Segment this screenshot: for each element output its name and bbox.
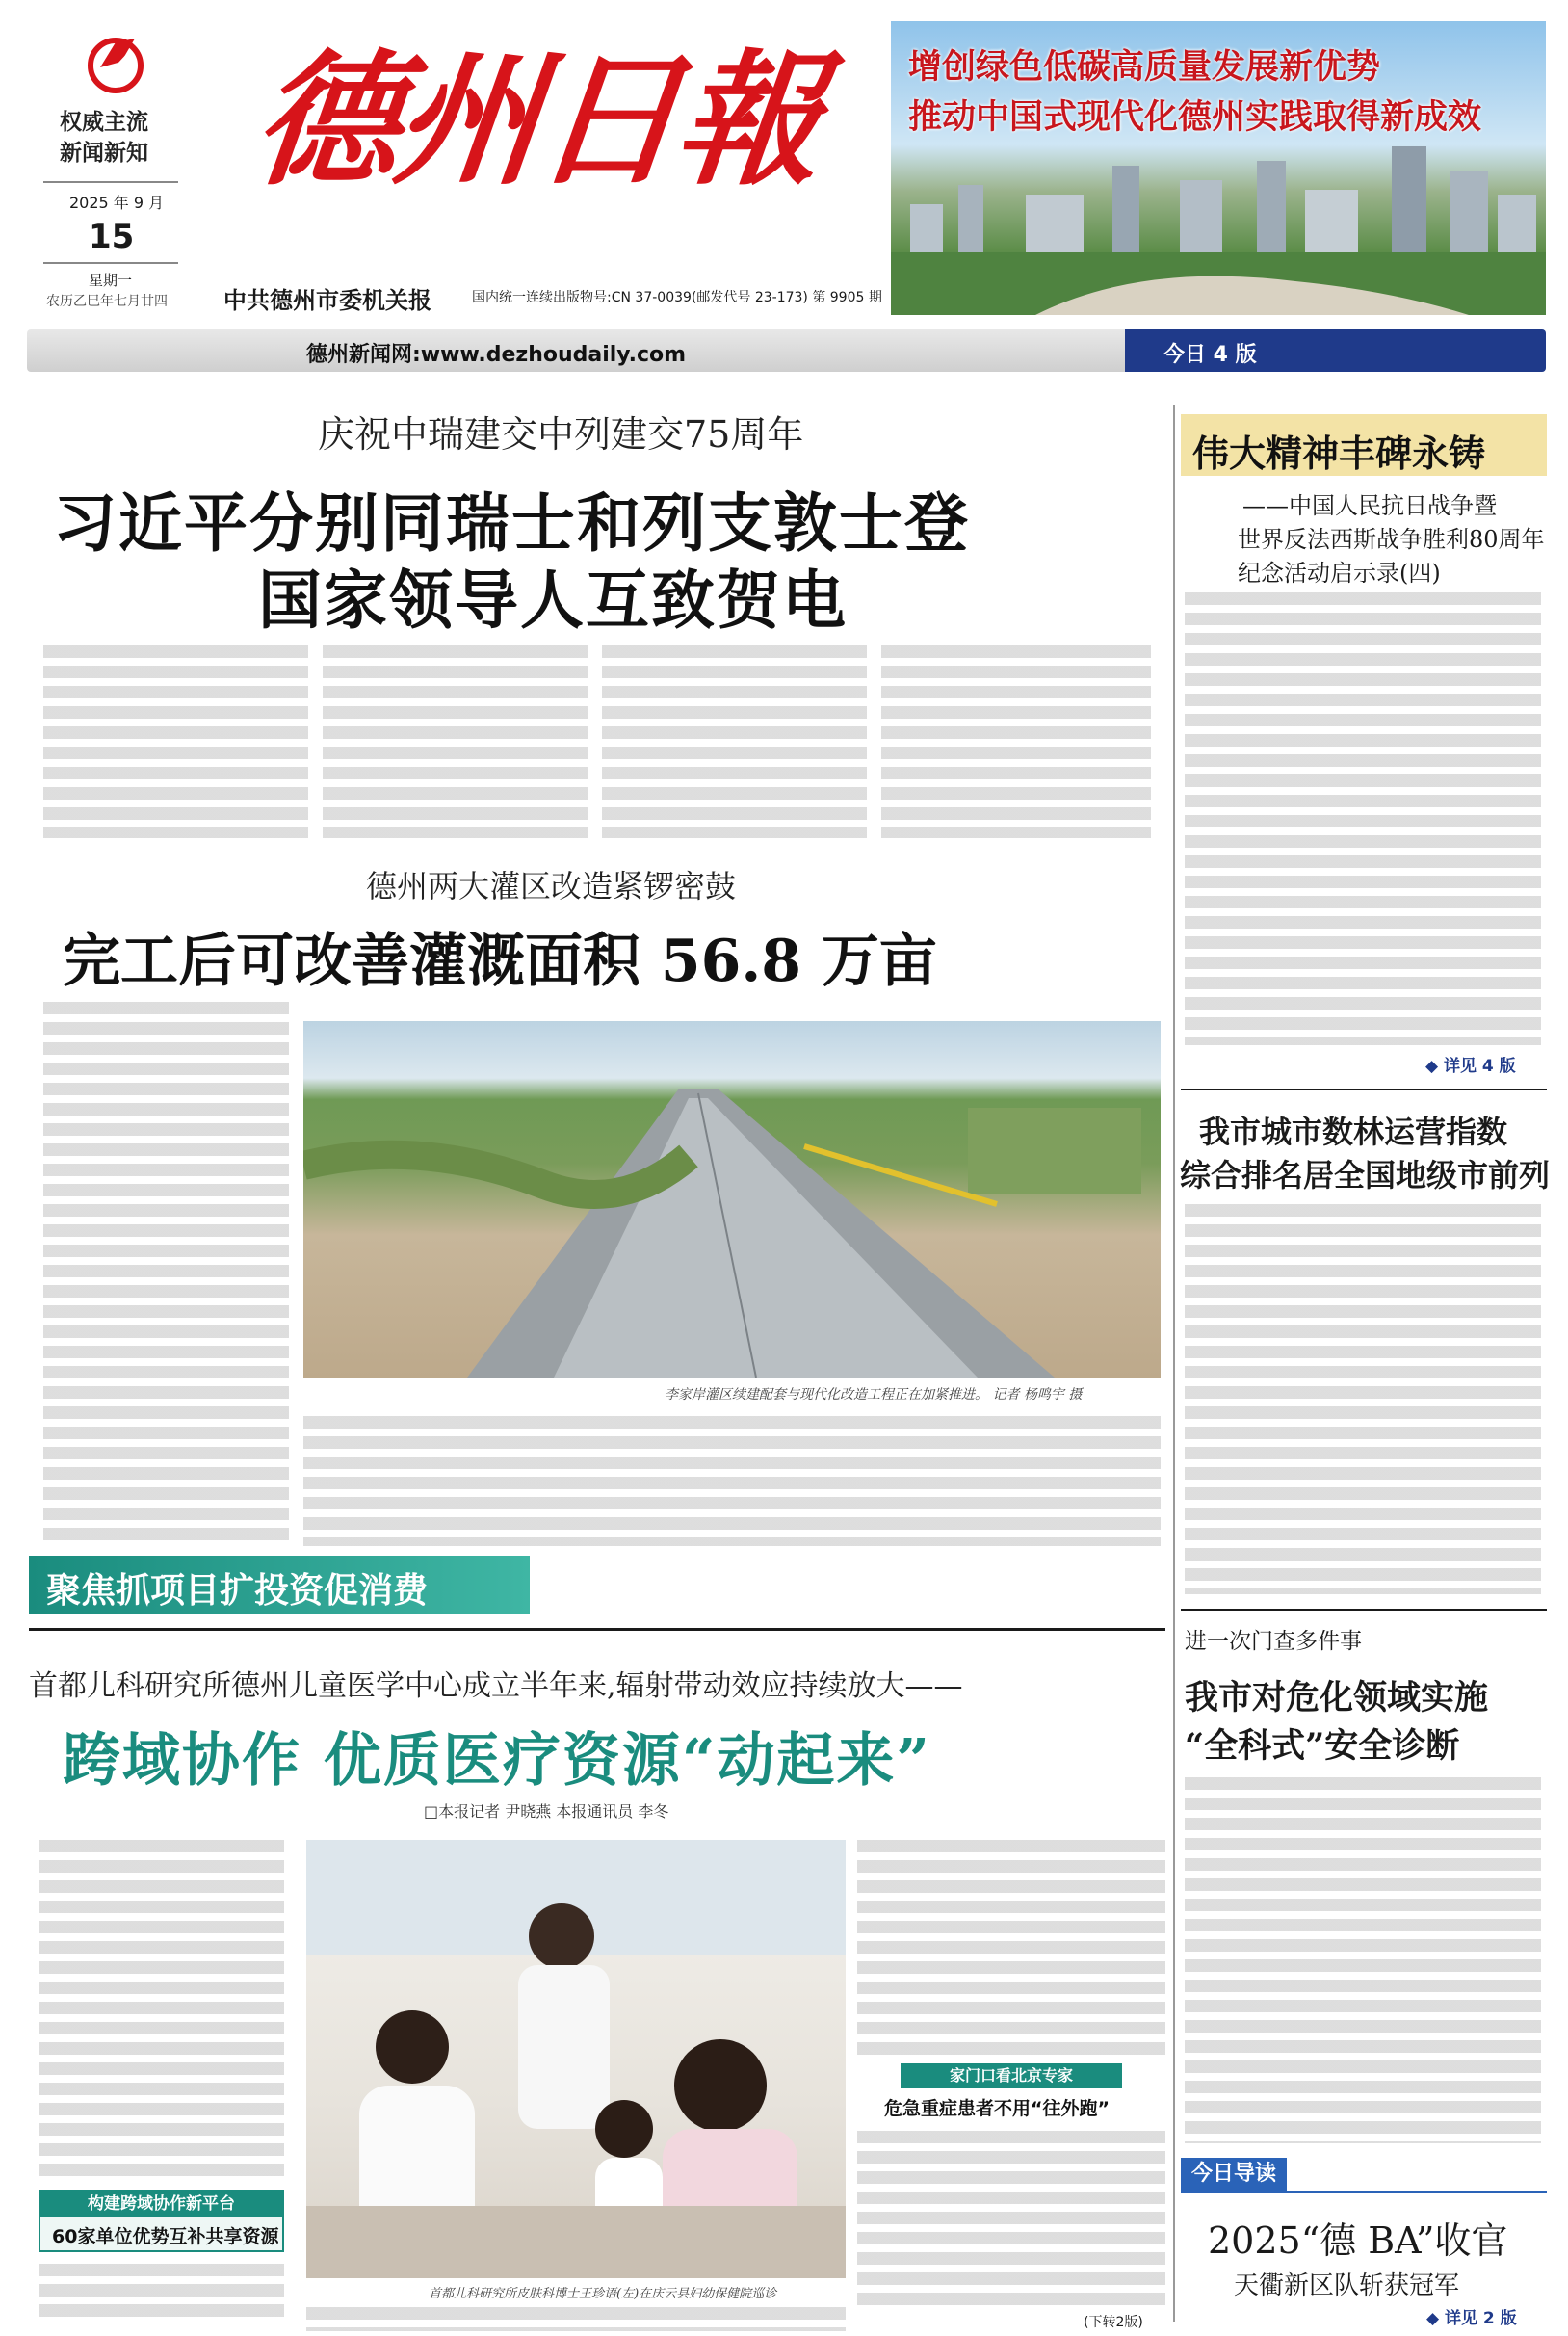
irrigation-photo-caption: 李家岸灌区续建配套与现代化改造工程正在加紧推进。 记者 杨鸣宇 摄: [665, 1387, 1083, 1403]
lead-story-body: [43, 645, 1165, 838]
text-column-placeholder: [881, 645, 1151, 838]
sidebar-spirit-header: [1181, 414, 1547, 476]
spirit-subtitle-3: 纪念活动启示录(四): [1238, 560, 1441, 587]
slogan-line1: 权威主流: [60, 110, 148, 135]
medical-byline: □本报记者 尹晓燕 本报通讯员 李冬: [424, 1802, 669, 1821]
medical-right-body-lower: [857, 2131, 1165, 2309]
banner-line2: 推动中国式现代化德州实践取得新成效: [908, 97, 1482, 137]
masthead: [0, 0, 1568, 328]
safety-kicker: 进一次门查多件事: [1185, 1629, 1362, 1654]
focus-banner: [29, 1556, 530, 1614]
spirit-subtitle-2: 世界反法西斯战争胜利80周年: [1238, 526, 1545, 553]
medical-photo: [306, 1840, 846, 2278]
irrigation-headline: 完工后可改善灌溉面积 56.8 万亩: [63, 928, 937, 995]
medical-box-title: 危急重症患者不用“往外跑”: [884, 2098, 1110, 2119]
website-bar: [27, 329, 1546, 372]
text-column-placeholder: [602, 645, 867, 838]
slogan-line2: 新闻新知: [60, 141, 148, 166]
digital-body: [1185, 1204, 1541, 1594]
divider: [43, 262, 178, 264]
medical-kicker: 首都儿科研究所德州儿童医学中心成立半年来,辐射带动效应持续放大——: [29, 1669, 963, 1703]
organ-name: 中共德州市委机关报: [223, 286, 431, 314]
irrigation-kicker: 德州两大灌区改造紧锣密鼓: [366, 868, 737, 905]
continued-note: (下转2版): [1084, 2315, 1143, 2330]
divider: [1181, 2191, 1547, 2193]
pages-tab: [1125, 329, 1546, 372]
spirit-body: [1185, 592, 1541, 1045]
focus-banner-text: 聚焦抓项目扩投资促消费: [46, 1570, 429, 1611]
spirit-subtitle-1: ——中国人民抗日战争暨: [1242, 492, 1497, 519]
medical-subhead-box: [39, 2190, 284, 2252]
newspaper-logo-icon: [77, 29, 154, 96]
safety-body: [1185, 1777, 1541, 2143]
canal-construction-image: [303, 1021, 1161, 1378]
today-guide-subhead: 天衢新区队斩获冠军: [1234, 2271, 1460, 2300]
medical-right-body: [857, 1840, 1165, 2057]
medical-headline: 跨域协作 优质医疗资源“动起来”: [63, 1727, 931, 1795]
today-guide-see-more[interactable]: [1426, 2304, 1517, 2328]
today-guide: [1181, 2158, 1547, 2331]
divider: [1181, 1089, 1547, 1090]
lunar-date: 农历乙巳年七月廿四: [46, 294, 168, 309]
spirit-headline: 伟大精神丰碑永铸: [1192, 432, 1486, 475]
banner-photo: [891, 21, 1546, 315]
medical-mid-body: [306, 2307, 846, 2331]
text-column-placeholder: [323, 645, 588, 838]
lead-headline-line2: 国家领导人互致贺电: [258, 563, 848, 638]
arrow-icon: ◆: [1425, 1057, 1439, 1076]
medical-subhead: 60家单位优势互补共享资源: [52, 2226, 279, 2247]
lead-headline-line1: 习近平分别同瑞士和列支敦士登: [53, 486, 970, 561]
irrigation-body-columns: [303, 1416, 1161, 1546]
text-column-placeholder: [43, 645, 308, 838]
issue-date: 2025 年 9 月: [69, 194, 165, 212]
irrigation-left-body: [43, 1002, 289, 1541]
newspaper-title: 德州日報: [246, 36, 827, 205]
medical-photo-caption: 首都儿科研究所皮肤科博士王珍语(左)在庆云县妇幼保健院巡诊: [429, 2287, 777, 2301]
spirit-see-more-label: 详见 4 版: [1444, 1057, 1516, 1076]
medical-left-body-lower: [39, 2264, 284, 2322]
digital-headline-2: 综合排名居全国地级市前列: [1180, 1157, 1551, 1194]
spirit-see-more[interactable]: [1425, 1052, 1516, 1076]
safety-headline-1: 我市对危化领域实施: [1185, 1678, 1489, 1718]
sidebar-divider: [1173, 405, 1175, 2322]
medical-subhead-label: 构建跨域协作新平台: [40, 2192, 282, 2217]
divider: [43, 181, 178, 183]
registration: 国内统一连续出版物号:CN 37-0039(邮发代号 23-173) 第 9905 期: [472, 290, 882, 305]
weekday: 星期一: [89, 272, 133, 289]
divider: [1181, 1609, 1547, 1611]
issue-day: 15: [89, 218, 135, 256]
medical-left-body: [39, 1840, 284, 2182]
medical-box-label: 家门口看北京专家: [901, 2063, 1122, 2088]
banner-line1: 增创绿色低碳高质量发展新优势: [908, 47, 1381, 87]
irrigation-photo: [303, 1021, 1161, 1378]
doctor-consultation-image: [306, 1840, 846, 2278]
safety-headline-2: “全科式”安全诊断: [1185, 1726, 1460, 1766]
today-guide-see-more-label: 详见 2 版: [1445, 2309, 1517, 2328]
today-guide-headline: 2025“德 BA”收官: [1208, 2219, 1508, 2262]
city-skyline-image: [891, 137, 1546, 315]
pages-count: 今日 4 版: [1163, 343, 1257, 367]
lead-kicker: 庆祝中瑞建交中列建交75周年: [318, 413, 804, 456]
digital-headline-1: 我市城市数林运营指数: [1199, 1114, 1508, 1150]
today-guide-label: 今日导读: [1181, 2158, 1287, 2191]
divider: [29, 1628, 1165, 1631]
arrow-icon: ◆: [1426, 2309, 1440, 2328]
medical-box: [857, 2063, 1165, 2123]
website-url[interactable]: 德州新闻网:www.dezhoudaily.com: [306, 343, 687, 367]
